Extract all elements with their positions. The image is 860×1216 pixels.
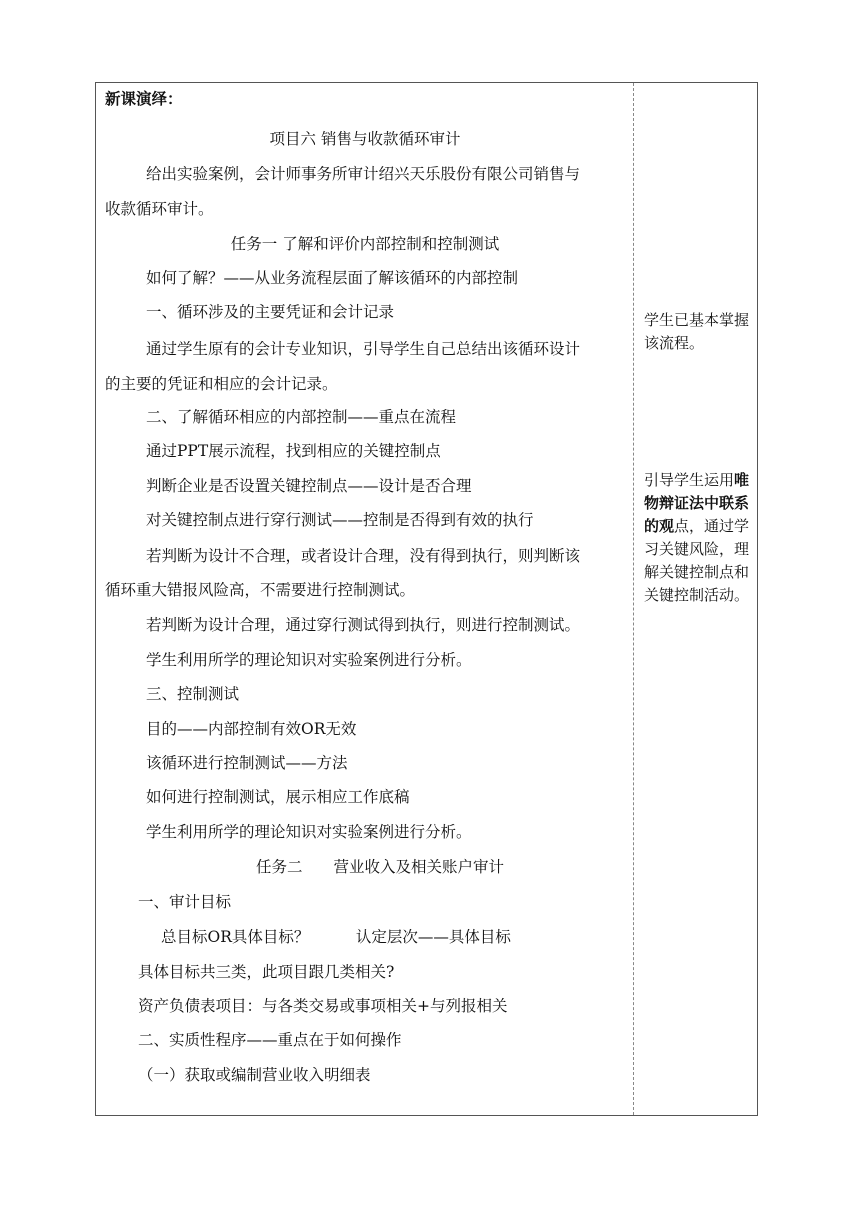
side-note-2-intro: 引导学生运用 <box>644 471 735 489</box>
text-line: 判断企业是否设置关键控制点——设计是否合理 <box>146 477 472 495</box>
text-line: 一、审计目标 <box>138 893 232 911</box>
teaching-notes-cell <box>634 83 757 1115</box>
side-note-2-emphasis: 唯物辩证法中联系的观 <box>644 471 750 535</box>
text-line: 如何进行控制测试，展示相应工作底稿 <box>146 788 410 806</box>
text-line: 通过学生原有的会计专业知识，引导学生自己总结出该循环设计 <box>146 340 581 358</box>
project-title: 项目六 销售与收款循环审计 <box>269 130 461 148</box>
text-line: 循环重大错报风险高，不需要进行控制测试。 <box>105 581 416 599</box>
lesson-table <box>95 82 758 1116</box>
text-line: 具体目标共三类，此项目跟几类相关? <box>138 963 395 981</box>
text-line: 二、了解循环相应的内部控制——重点在流程 <box>146 408 457 426</box>
text-line: 若判断为设计不合理，或者设计合理，没有得到执行，则判断该 <box>146 547 581 565</box>
text-line: 学生利用所学的理论知识对实验案例进行分析。 <box>146 651 472 669</box>
lesson-content-cell <box>96 83 634 1115</box>
side-note-1: 学生已基本掌握该流程。 <box>644 311 750 352</box>
text-line: 通过PPT展示流程，找到相应的关键控制点 <box>146 442 441 460</box>
text-line: 目的——内部控制有效OR无效 <box>146 720 357 738</box>
task-title: 任务二 营业收入及相关账户审计 <box>256 858 505 876</box>
text-line: 总目标OR具体目标？ 认定层次——具体目标 <box>161 928 511 946</box>
side-note-2-rest: 点，通过学习关键风险，理解关键控制点和关键控制活动。 <box>644 517 750 604</box>
text-line: （一）获取或编制营业收入明细表 <box>138 1066 371 1084</box>
task-title: 任务一 了解和评价内部控制和控制测试 <box>230 235 500 253</box>
side-note-2 <box>644 469 754 607</box>
text-line: 若判断为设计合理，通过穿行测试得到执行，则进行控制测试。 <box>146 616 581 634</box>
text-line: 三、控制测试 <box>146 685 240 703</box>
text-line: 对关键控制点进行穿行测试——控制是否得到有效的执行 <box>146 511 534 529</box>
text-line: 收款循环审计。 <box>105 200 214 218</box>
text-line: 资产负债表项目：与各类交易或事项相关+与列报相关 <box>138 997 508 1015</box>
text-line: 给出实验案例，会计师事务所审计绍兴天乐股份有限公司销售与 <box>146 165 581 183</box>
text-line: 该循环进行控制测试——方法 <box>146 754 348 772</box>
text-line: 二、实质性程序——重点在于如何操作 <box>138 1031 402 1049</box>
section-heading: 新课演绎： <box>105 89 183 108</box>
text-line: 一、循环涉及的主要凭证和会计记录 <box>146 303 395 321</box>
text-line: 学生利用所学的理论知识对实验案例进行分析。 <box>146 823 472 841</box>
text-line: 如何了解？——从业务流程层面了解该循环的内部控制 <box>146 269 519 287</box>
text-line: 的主要的凭证和相应的会计记录。 <box>105 375 338 393</box>
